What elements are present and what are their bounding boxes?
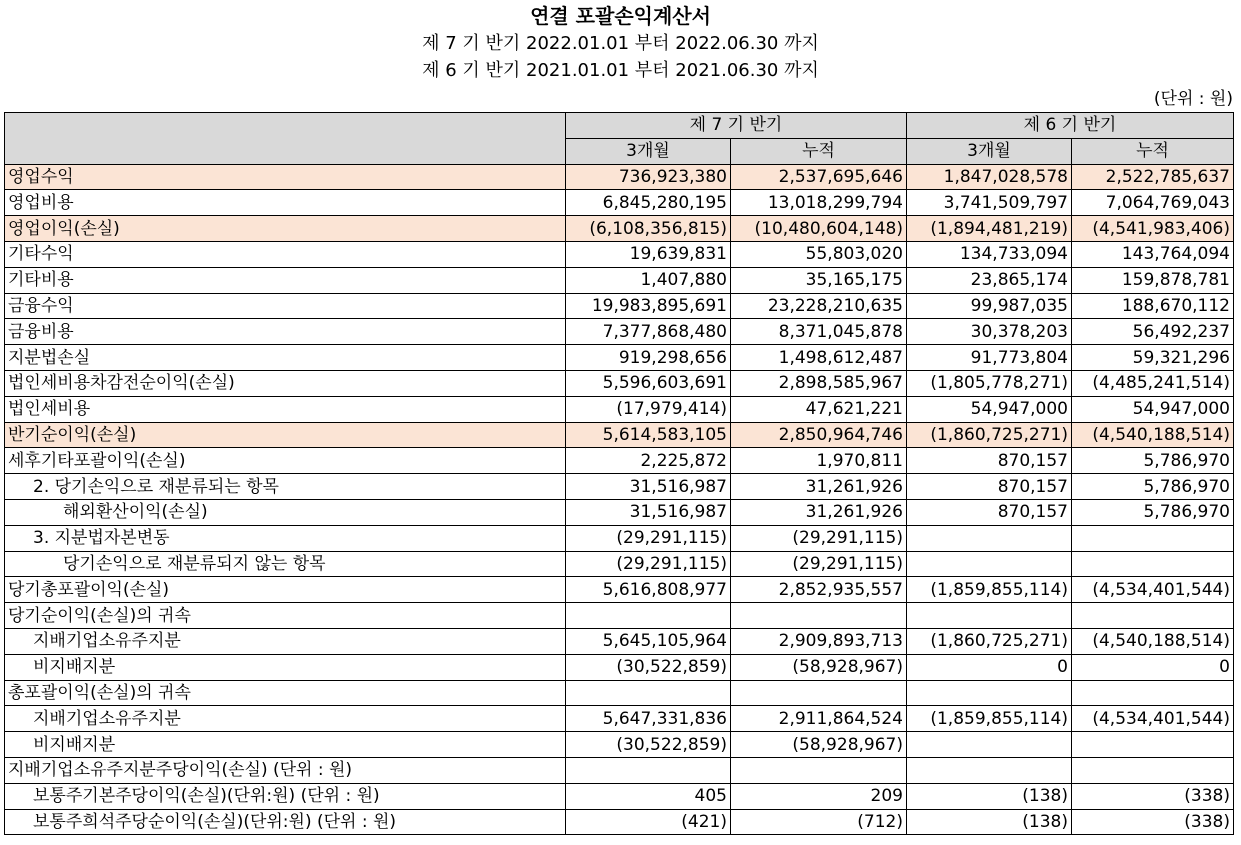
table-row (5, 628, 1234, 654)
value-cell (907, 603, 1072, 629)
value-cell (1072, 757, 1234, 783)
table-row (5, 293, 1234, 319)
row-label: 비지배지분 (5, 732, 566, 758)
value-cell: 1,847,028,578 (907, 164, 1072, 190)
header-3month-p7: 3개월 (566, 138, 731, 164)
value-cell: 7,064,769,043 (1072, 190, 1234, 216)
table-row (5, 396, 1234, 422)
value-cell: 31,516,987 (566, 474, 731, 500)
value-cell: (10,480,604,148) (731, 216, 907, 242)
value-cell: 54,947,000 (907, 396, 1072, 422)
value-cell (1072, 732, 1234, 758)
header-cumulative-p6: 누적 (1072, 138, 1234, 164)
value-cell: (29,291,115) (731, 525, 907, 551)
value-cell: 35,165,175 (731, 267, 907, 293)
row-label: 금융수익 (5, 293, 566, 319)
value-cell: (4,540,188,514) (1072, 628, 1234, 654)
value-cell: 2,537,695,646 (731, 164, 907, 190)
period-prior: 제 6 기 반기 2021.01.01 부터 2021.06.30 까지 (422, 60, 819, 81)
value-cell: 919,298,656 (566, 345, 731, 371)
value-cell (566, 603, 731, 629)
value-cell: 209 (731, 783, 907, 809)
value-cell: (1,860,725,271) (907, 628, 1072, 654)
value-cell (907, 525, 1072, 551)
value-cell (731, 603, 907, 629)
value-cell: 31,516,987 (566, 499, 731, 525)
row-label: 영업수익 (5, 164, 566, 190)
value-cell: (58,928,967) (731, 732, 907, 758)
table-row (5, 757, 1234, 783)
value-cell: 55,803,020 (731, 241, 907, 267)
value-cell: (1,860,725,271) (907, 422, 1072, 448)
value-cell: 1,970,811 (731, 448, 907, 474)
table-row (5, 241, 1234, 267)
value-cell: 0 (907, 654, 1072, 680)
value-cell: 2,909,893,713 (731, 628, 907, 654)
value-cell (907, 680, 1072, 706)
table-row (5, 603, 1234, 629)
value-cell: 870,157 (907, 499, 1072, 525)
table-row (5, 577, 1234, 603)
header-row-periods (5, 113, 1234, 139)
value-cell: 13,018,299,794 (731, 190, 907, 216)
row-label: 기타비용 (5, 267, 566, 293)
value-cell: 6,845,280,195 (566, 190, 731, 216)
value-cell: (338) (1072, 783, 1234, 809)
row-label: 법인세비용차감전순이익(손실) (5, 370, 566, 396)
value-cell (1072, 525, 1234, 551)
value-cell: 736,923,380 (566, 164, 731, 190)
row-label: 해외환산이익(손실) (5, 499, 566, 525)
table-row (5, 370, 1234, 396)
value-cell: 5,614,583,105 (566, 422, 731, 448)
value-cell: 159,878,781 (1072, 267, 1234, 293)
row-label: 지배기업소유주지분 (5, 706, 566, 732)
statement-title: 연결 포괄손익계산서 (530, 4, 711, 28)
table-row (5, 164, 1234, 190)
value-cell: (58,928,967) (731, 654, 907, 680)
row-label: 비지배지분 (5, 654, 566, 680)
value-cell (1072, 603, 1234, 629)
value-cell: (1,805,778,271) (907, 370, 1072, 396)
value-cell: 5,647,331,836 (566, 706, 731, 732)
value-cell: 2,850,964,746 (731, 422, 907, 448)
value-cell: (421) (566, 809, 731, 835)
value-cell: 54,947,000 (1072, 396, 1234, 422)
row-label: 보통주기본주당이익(손실)(단위:원) (단위 : 원) (5, 783, 566, 809)
value-cell: 5,616,808,977 (566, 577, 731, 603)
value-cell (566, 680, 731, 706)
value-cell: 5,786,970 (1072, 474, 1234, 500)
header-period6: 제 6 기 반기 (907, 113, 1234, 139)
value-cell: 30,378,203 (907, 319, 1072, 345)
value-cell: 5,596,603,691 (566, 370, 731, 396)
value-cell: 5,645,105,964 (566, 628, 731, 654)
row-label: 세후기타포괄이익(손실) (5, 448, 566, 474)
header-3month-p6: 3개월 (907, 138, 1072, 164)
value-cell: 31,261,926 (731, 499, 907, 525)
row-label: 당기총포괄이익(손실) (5, 577, 566, 603)
value-cell: 2,911,864,524 (731, 706, 907, 732)
row-label: 2. 당기손익으로 재분류되는 항목 (5, 474, 566, 500)
value-cell: (138) (907, 783, 1072, 809)
row-label: 보통주희석주당순이익(손실)(단위:원) (단위 : 원) (5, 809, 566, 835)
row-label: 당기순이익(손실)의 귀속 (5, 603, 566, 629)
value-cell: 188,670,112 (1072, 293, 1234, 319)
table-row (5, 783, 1234, 809)
value-cell: (29,291,115) (566, 551, 731, 577)
value-cell: 3,741,509,797 (907, 190, 1072, 216)
row-label: 지분법손실 (5, 345, 566, 371)
value-cell: 1,407,880 (566, 267, 731, 293)
value-cell: (29,291,115) (731, 551, 907, 577)
value-cell: 99,987,035 (907, 293, 1072, 319)
table-row (5, 422, 1234, 448)
row-label: 총포괄이익(손실)의 귀속 (5, 680, 566, 706)
value-cell: (4,541,983,406) (1072, 216, 1234, 242)
value-cell: (138) (907, 809, 1072, 835)
value-cell: 5,786,970 (1072, 499, 1234, 525)
value-cell: 23,865,174 (907, 267, 1072, 293)
income-statement-table (4, 112, 1234, 835)
table-row (5, 732, 1234, 758)
row-label: 법인세비용 (5, 396, 566, 422)
table-row (5, 267, 1234, 293)
value-cell: 0 (1072, 654, 1234, 680)
value-cell: 91,773,804 (907, 345, 1072, 371)
value-cell: 47,621,221 (731, 396, 907, 422)
value-cell: 2,522,785,637 (1072, 164, 1234, 190)
table-row (5, 551, 1234, 577)
value-cell: 31,261,926 (731, 474, 907, 500)
value-cell (907, 551, 1072, 577)
value-cell: (1,859,855,114) (907, 706, 1072, 732)
table-row (5, 448, 1234, 474)
period-current: 제 7 기 반기 2022.01.01 부터 2022.06.30 까지 (422, 33, 819, 54)
value-cell: 59,321,296 (1072, 345, 1234, 371)
value-cell: (4,534,401,544) (1072, 706, 1234, 732)
row-label: 영업이익(손실) (5, 216, 566, 242)
value-cell: 7,377,868,480 (566, 319, 731, 345)
value-cell: 2,225,872 (566, 448, 731, 474)
value-cell: (30,522,859) (566, 732, 731, 758)
value-cell: 19,639,831 (566, 241, 731, 267)
value-cell (1072, 680, 1234, 706)
value-cell: (30,522,859) (566, 654, 731, 680)
value-cell: 405 (566, 783, 731, 809)
table-row (5, 525, 1234, 551)
table-row (5, 680, 1234, 706)
value-cell (907, 757, 1072, 783)
value-cell: 8,371,045,878 (731, 319, 907, 345)
value-cell (566, 757, 731, 783)
value-cell (731, 757, 907, 783)
value-cell: (712) (731, 809, 907, 835)
value-cell: 5,786,970 (1072, 448, 1234, 474)
value-cell: (1,859,855,114) (907, 577, 1072, 603)
value-cell: 2,852,935,557 (731, 577, 907, 603)
value-cell: (17,979,414) (566, 396, 731, 422)
value-cell: (1,894,481,219) (907, 216, 1072, 242)
value-cell: 19,983,895,691 (566, 293, 731, 319)
table-row (5, 474, 1234, 500)
table-row (5, 499, 1234, 525)
row-label: 기타수익 (5, 241, 566, 267)
row-label: 지배기업소유주지분주당이익(손실) (단위 : 원) (5, 757, 566, 783)
row-label: 반기순이익(손실) (5, 422, 566, 448)
value-cell: 2,898,585,967 (731, 370, 907, 396)
value-cell: 134,733,094 (907, 241, 1072, 267)
table-row (5, 345, 1234, 371)
value-cell: (6,108,356,815) (566, 216, 731, 242)
value-cell: (4,534,401,544) (1072, 577, 1234, 603)
value-cell: 143,764,094 (1072, 241, 1234, 267)
value-cell: (4,485,241,514) (1072, 370, 1234, 396)
row-label: 당기손익으로 재분류되지 않는 항목 (5, 551, 566, 577)
table-row (5, 809, 1234, 835)
value-cell: 56,492,237 (1072, 319, 1234, 345)
value-cell (1072, 551, 1234, 577)
row-label: 지배기업소유주지분 (5, 628, 566, 654)
row-label: 3. 지분법자본변동 (5, 525, 566, 551)
value-cell (907, 732, 1072, 758)
row-label: 금융비용 (5, 319, 566, 345)
header-period7: 제 7 기 반기 (566, 113, 907, 139)
value-cell: 870,157 (907, 448, 1072, 474)
statement-body (5, 164, 1234, 835)
value-cell: (29,291,115) (566, 525, 731, 551)
value-cell: 870,157 (907, 474, 1072, 500)
table-row (5, 190, 1234, 216)
value-cell: 23,228,210,635 (731, 293, 907, 319)
value-cell: 1,498,612,487 (731, 345, 907, 371)
row-label: 영업비용 (5, 190, 566, 216)
value-cell (731, 680, 907, 706)
header-blank-cell (5, 113, 566, 165)
table-row (5, 319, 1234, 345)
header-cumulative-p7: 누적 (731, 138, 907, 164)
unit-label: (단위 : 원) (1153, 89, 1233, 109)
table-row (5, 706, 1234, 732)
table-row (5, 216, 1234, 242)
value-cell: (338) (1072, 809, 1234, 835)
value-cell: (4,540,188,514) (1072, 422, 1234, 448)
table-row (5, 654, 1234, 680)
